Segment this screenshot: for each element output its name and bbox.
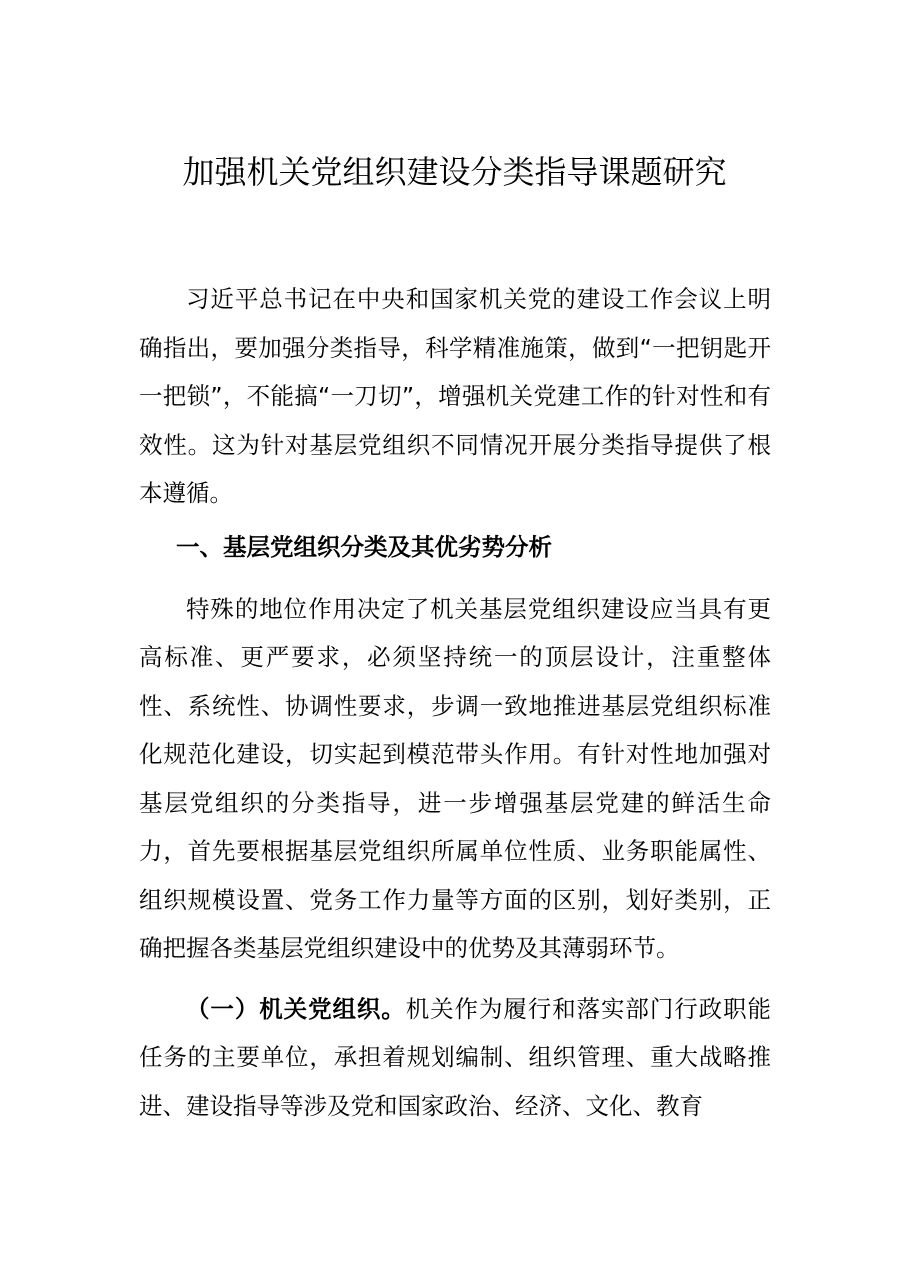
- section-block: [139, 523, 771, 1130]
- paragraph-subsection-1: [139, 985, 771, 1131]
- section-heading-1: 一、基层党组织分类及其优劣势分析: [176, 533, 552, 561]
- subsection-body-text: 机关作为履行和落实部门行政职能任务的主要单位，承担着规划编制、组织管理、重大战略推进、建设指导等涉及党和国家政治、经济、文化、教育: [139, 994, 772, 1120]
- paragraph-section-1: 特殊的地位作用决定了机关基层党组织建设应当具有更高标准、更严要求，必须坚持统一的顶层设计，注重整体性、系统性、协调性要求，步调一致地推进基层党组织标准化规范化建设，切实起到模范带头作用。有针对性地加强对基层党组织的分类指导，进一步增强基层党建的鲜活生命力，首先要根据基层党组织所属单位性质、业务职能属性、组织规模设置、党务工作力量等方面的区别，划好类别，正确把握各类基层党组织建设中的优势及其薄弱环节。: [139, 594, 771, 962]
- document-title: 加强机关党组织建设分类指导课题研究: [182, 153, 727, 191]
- subsection-lead-heading: （一）机关党组织。: [186, 994, 406, 1023]
- paragraph-intro: 习近平总书记在中央和国家机关党的建设工作会议上明确指出，要加强分类指导，科学精准施策，做到“一把钥匙开一把锁”，不能搞“一刀切”，增强机关党建工作的针对性和有效性。这为针对基层党组织不同情况开展分类指导提供了根本遵循。: [139, 285, 771, 507]
- intro-block: [139, 275, 771, 518]
